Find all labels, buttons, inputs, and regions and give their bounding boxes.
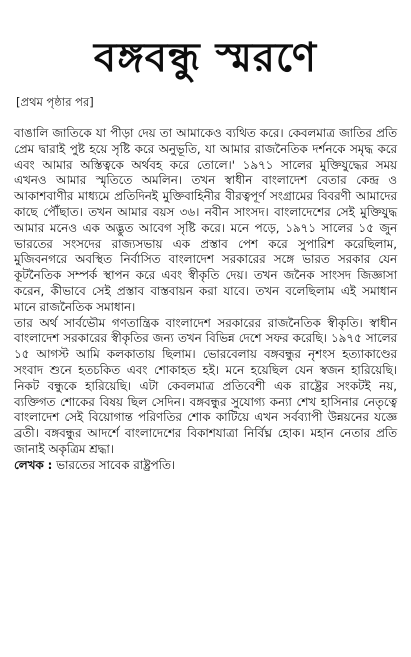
article-body <box>14 126 397 458</box>
author-line <box>14 458 397 474</box>
article-paragraph: বাঙালি জাতিকে যা পীড়া দেয় তা আমাকেও ব্যথিত করে। কেবলমাত্র জাতির প্রতি প্রেম দ্বারাই পুষ্ট হয়ে সৃষ্টি করে অনুভূতি, যা আমার রাজনৈতিক দর্শনকে সমৃদ্ধ করে এবং আমার অস্তিত্বকে অর্থবহ করে তোলে।' ১৯৭১ সালের মুক্তিযুদ্ধের সময় এখনও আমার স্মৃতিতে অমলিন। তখন স্বাধীন বাংলাদেশ বেতার কেন্দ্র ও আকাশবাণীর মাধ্যমে প্রতিদিনই মুক্তিবাহিনীর বীরত্বপূর্ণ সংগ্রামের বিবরণী আমাদের কাছে পৌঁছাত। তখন আমার বয়স ৩৬। নবীন সাংসদ। বাংলাদেশের সেই মুক্তিযুদ্ধ আমার মনেও এক অদ্ভুত আবেগ সৃষ্টি করে। মনে পড়ে, ১৯৭১ সালের ১৫ জুন ভারতের সংসদের রাজ্যসভায় এক প্রস্তাব পেশ করে সুপারিশ করেছিলাম, মুজিবনগরে অবস্থিত নির্বাসিত বাংলাদেশ সরকারের সঙ্গে ভারত সরকার যেন কূটনৈতিক সম্পর্ক স্থাপন করে এবং স্বীকৃতি দেয়। তখন জনৈক সাংসদ জিজ্ঞাসা করেন, কীভাবে সেই প্রস্তাব বাস্তবায়ন করা যাবে। তখন বলেছিলাম এই সমাধান মানে রাজনৈতিক সমাধান। <box>14 126 397 314</box>
author-text: ভারতের সাবেক রাষ্ট্রপতি। <box>52 457 176 472</box>
continued-from-note: [প্রথম পৃষ্ঠার পর] <box>16 95 94 109</box>
author-label: লেখক : <box>14 457 53 472</box>
article-paragraph: তার অর্থ সার্বভৌম গণতান্ত্রিক বাংলাদেশ সরকারের রাজনৈতিক স্বীকৃতি। স্বাধীন বাংলাদেশ সরকারের স্বীকৃতির জন্য তখন বিভিন্ন দেশে সফর করেছি। ১৯৭৫ সালের ১৫ আগস্ট আমি কলকাতায় ছিলাম। ভোরবেলায় বঙ্গবন্ধুর নৃশংস হত্যাকাণ্ডের সংবাদ শুনে হতচকিত এবং শোকাহত হই। মনে হয়েছিল যেন স্বজন হারিয়েছি। নিকট বন্ধুকে হারিয়েছি। এটা কেবলমাত্র প্রতিবেশী এক রাষ্ট্রের সংকটই নয়, ব্যক্তিগত শোকের বিষয় ছিল সেদিন। বঙ্গবন্ধুর সুযোগ্য কন্যা শেখ হাসিনার নেতৃত্বে বাংলাদেশ সেই বিয়োগান্ত পরিণতির শোক কাটিয়ে এখন সর্বব্যাপী উন্নয়নের যজ্ঞে ব্রতী। বঙ্গবন্ধুর আদর্শে বাংলাদেশের বিকাশযাত্রা নির্বিঘ্ন হোক। মহান নেতার প্রতি জানাই অকৃত্রিম শ্রদ্ধা। <box>14 315 397 456</box>
article-headline: বঙ্গবন্ধু স্মরণে <box>93 35 318 81</box>
